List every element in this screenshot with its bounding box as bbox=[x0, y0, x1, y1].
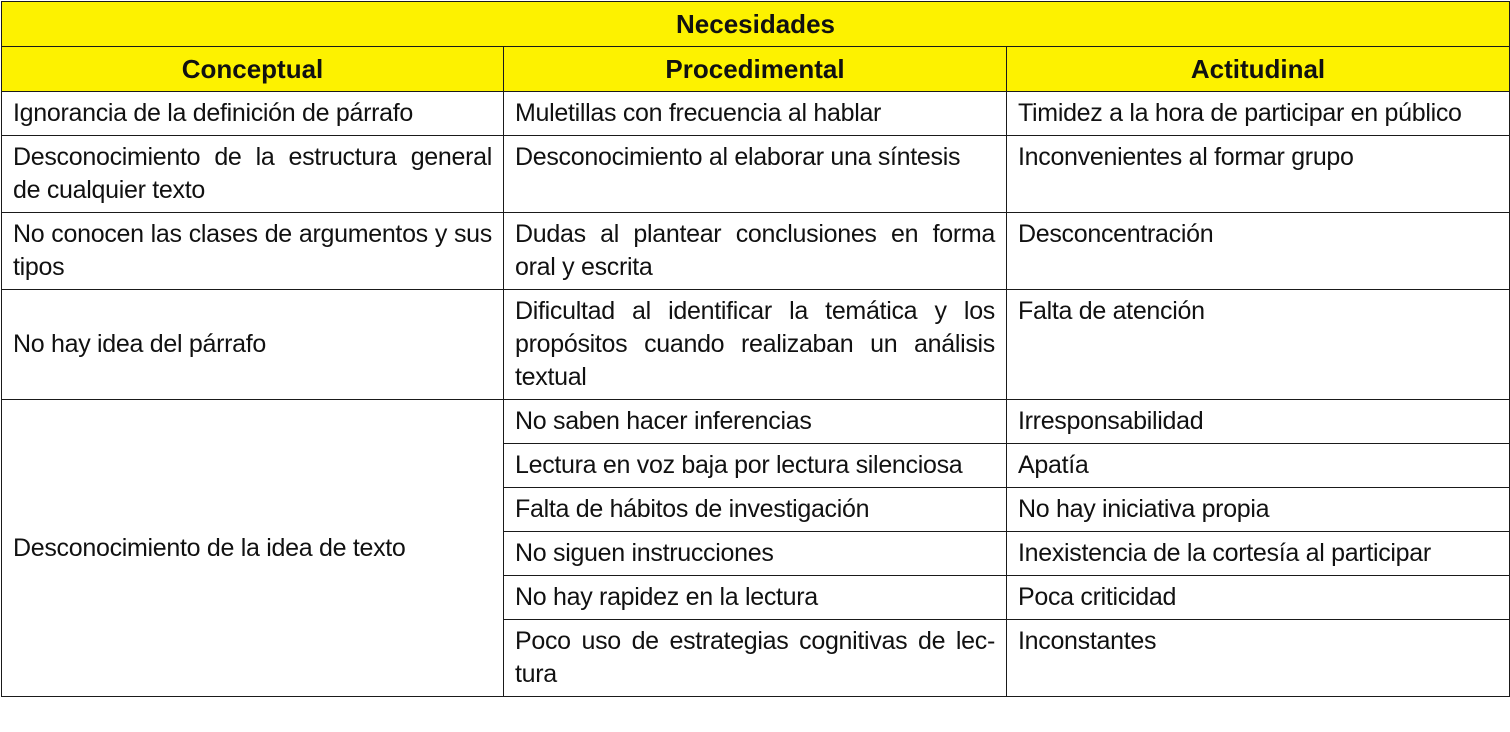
table-row bbox=[2, 400, 1510, 444]
needs-table bbox=[1, 1, 1510, 697]
cell-procedimental: Poco uso de estrategias cognitivas de lec-tura bbox=[504, 620, 1007, 697]
table-row bbox=[2, 290, 1510, 400]
cell-actitudinal: Poca criticidad bbox=[1007, 576, 1510, 620]
cell-conceptual: Ignorancia de la definición de párrafo bbox=[2, 92, 504, 136]
cell-actitudinal: Inconvenientes al formar grupo bbox=[1007, 136, 1510, 213]
table-row bbox=[2, 92, 1510, 136]
cell-procedimental: Falta de hábitos de investigación bbox=[504, 488, 1007, 532]
title-row bbox=[2, 2, 1510, 47]
cell-procedimental: No siguen instrucciones bbox=[504, 532, 1007, 576]
cell-actitudinal: Falta de atención bbox=[1007, 290, 1510, 400]
cell-procedimental: Dificultad al identificar la temática y los propósitos cuando realizaban un análisis textual bbox=[504, 290, 1007, 400]
table-title: Necesidades bbox=[2, 2, 1510, 47]
cell-procedimental: Dudas al plantear conclusiones en forma oral y escrita bbox=[504, 213, 1007, 290]
cell-actitudinal: Desconcentración bbox=[1007, 213, 1510, 290]
cell-procedimental: No hay rapidez en la lectura bbox=[504, 576, 1007, 620]
cell-procedimental: No saben hacer inferencias bbox=[504, 400, 1007, 444]
cell-conceptual: No hay idea del párrafo bbox=[2, 290, 504, 400]
header-procedimental: Procedimental bbox=[504, 47, 1007, 92]
cell-procedimental: Desconocimiento al elaborar una síntesis bbox=[504, 136, 1007, 213]
cell-conceptual: No conocen las clases de argumentos y sus tipos bbox=[2, 213, 504, 290]
cell-procedimental: Muletillas con frecuencia al hablar bbox=[504, 92, 1007, 136]
cell-conceptual-merged: Desconocimiento de la idea de texto bbox=[2, 400, 504, 697]
cell-actitudinal: Inexistencia de la cortesía al participar bbox=[1007, 532, 1510, 576]
cell-actitudinal: Timidez a la hora de participar en público bbox=[1007, 92, 1510, 136]
table-row bbox=[2, 213, 1510, 290]
cell-conceptual: Desconocimiento de la estructura general de cualquier texto bbox=[2, 136, 504, 213]
cell-actitudinal: Irresponsabilidad bbox=[1007, 400, 1510, 444]
header-row bbox=[2, 47, 1510, 92]
cell-actitudinal: Inconstantes bbox=[1007, 620, 1510, 697]
cell-actitudinal: No hay iniciativa propia bbox=[1007, 488, 1510, 532]
cell-procedimental: Lectura en voz baja por lectura silenciosa bbox=[504, 444, 1007, 488]
table-row bbox=[2, 136, 1510, 213]
header-actitudinal: Actitudinal bbox=[1007, 47, 1510, 92]
header-conceptual: Conceptual bbox=[2, 47, 504, 92]
cell-actitudinal: Apatía bbox=[1007, 444, 1510, 488]
